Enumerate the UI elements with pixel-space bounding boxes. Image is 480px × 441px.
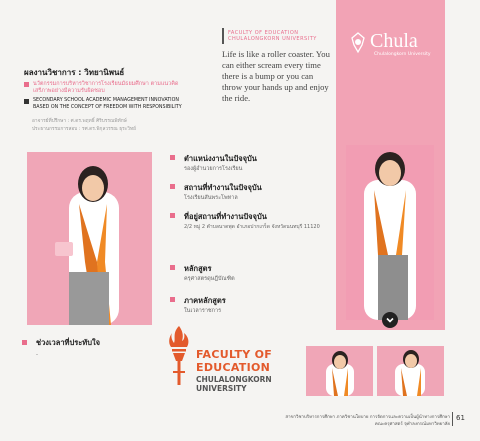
info-value: โรงเรียนสันพระโพทาล [184, 195, 238, 201]
footer-divider [452, 412, 453, 426]
thesis-advisor: อาจารย์ที่ปรึกษา : ศ.ดร.พฤทธิ์ ศิริบรรณพิทักษ์ [32, 119, 127, 124]
bullet-icon [170, 184, 175, 189]
chula-emblem-icon [350, 32, 366, 54]
thesis-title: ผลงานวิชาการ : วิทยานิพนธ์ [24, 68, 125, 77]
chevron-down-icon [382, 312, 398, 328]
info-label: ตำแหน่งงานในปัจจุบัน [184, 154, 257, 163]
torch-icon [168, 325, 190, 387]
thesis-chair: ประธานกรรมการสอบ : รศ.ดร.พิกุลวรรณ ธุระวิทย์ [32, 127, 136, 132]
info-item [170, 182, 340, 211]
study-time-value: - [36, 352, 38, 358]
study-time-label: ช่วงเวลาที่ประทับใจ [36, 338, 101, 347]
faculty-logo [168, 325, 288, 395]
chula-logo-word: Chula [370, 30, 418, 52]
info-item [170, 211, 340, 251]
footer-line2: คณะครุศาสตร์ จุฬาลงกรณ์มหาวิทยาลัย [374, 422, 450, 427]
faculty-logo-line2: EDUCATION [196, 361, 271, 374]
chula-logo [350, 30, 435, 62]
faculty-tag-line1: FACULTY OF EDUCATION [228, 30, 299, 36]
info-value: ในเวลาราชการ [184, 308, 222, 314]
header-rule [222, 28, 224, 44]
info-value: ครุศาสตรดุษฎีบัณฑิต [184, 276, 235, 282]
page-number: 61 [456, 414, 465, 422]
info-label: สถานที่ทำงานในปัจจุบัน [184, 183, 262, 192]
bullet-icon [24, 82, 29, 87]
info-list [170, 153, 340, 325]
thumbnail-photo-2 [377, 346, 444, 396]
graduate-photo-left [27, 152, 152, 325]
thesis-item-th: นวัตกรรมการบริหารวิชาการโรงเรียนมัธยมศึกษา ตามแนวคิดเสรีภาพอย่างมีความรับผิดชอบ [24, 81, 194, 95]
info-label: หลักสูตร [184, 264, 212, 273]
footer-line1: สาขาวิชาบริหารการศึกษา ภาควิชานโยบาย การจัดการและความเป็นผู้นำทางการศึกษา [285, 415, 450, 420]
faculty-logo-line4: UNIVERSITY [196, 384, 247, 393]
faculty-logo-line3: CHULALONGKORN [196, 375, 272, 384]
scroll-down-button[interactable] [382, 312, 398, 328]
bullet-icon [24, 99, 29, 104]
faculty-logo-line1: FACULTY OF [196, 348, 273, 361]
bullet-icon [170, 297, 175, 302]
faculty-tag-line2: CHULALONGKORN UNIVERSITY [228, 36, 317, 42]
info-item [170, 153, 340, 182]
quote: Life is like a roller coaster. You can either scream every time there is a bump or you can throw your hands up and enjoy the ride. [222, 49, 330, 103]
bullet-icon [22, 340, 27, 345]
bullet-icon [170, 265, 175, 270]
thumbnail-photo-1 [306, 346, 373, 396]
bullet-icon [170, 155, 175, 160]
thesis-item-en: SECONDARY SCHOOL ACADEMIC MANAGEMENT INNOVATION BASED ON THE CONCEPT OF FREEDOM WITH RESPONSIBILITY [24, 98, 194, 111]
info-label: ที่อยู่สถานที่ทำงานปัจจุบัน [184, 212, 267, 221]
chula-logo-sub: Chulalongkorn University [374, 52, 431, 57]
info-label: ภาคหลักสูตร [184, 296, 226, 305]
info-item [170, 263, 340, 295]
info-value: รองผู้อำนวยการโรงเรียน [184, 166, 243, 172]
info-item [170, 295, 340, 325]
graduate-photo-right [346, 145, 434, 320]
info-value: 2/2 หมู่ 2 ตำบลนาดพุด อำเภอปากเกร็ด จังหวัดนนทบุรี 11120 [184, 224, 320, 230]
bullet-icon [170, 213, 175, 218]
